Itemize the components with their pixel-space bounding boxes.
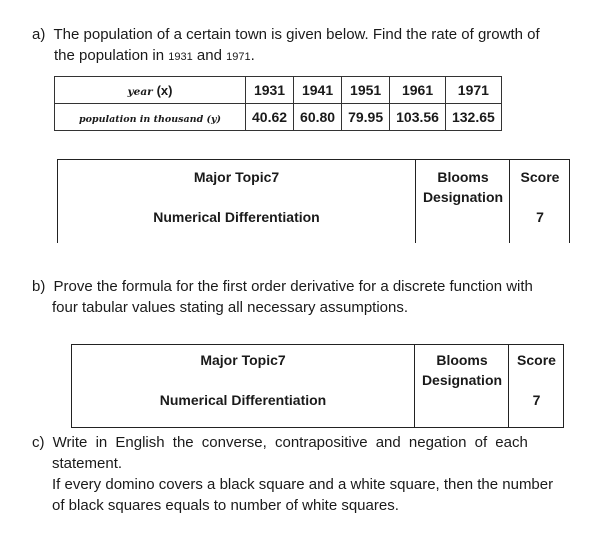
blooms-line1: Blooms [437,169,489,185]
topic-box-2 [71,344,564,428]
year-to: 1971 [226,51,251,63]
population-cell: 103.56 [390,104,446,131]
population-header-cell [55,104,246,131]
year-cell: 1941 [294,77,342,104]
table-row-population [55,104,502,131]
blooms-line2: Designation [421,372,503,388]
major-topic-label: Major Topic7 [193,169,280,185]
population-cell: 79.95 [342,104,390,131]
score-value: 7 [532,392,541,408]
question-c-line1: Write in English the converse, contrapositive and negation of each [52,434,528,451]
score-value: 7 [536,209,544,225]
question-a-line2 [54,45,255,68]
population-label: population in thousand (y) [78,114,222,125]
question-c-line4: of black squares equals to number of white squares. [52,497,399,514]
question-a-line1: The population of a certain town is given below. Find the rate of growth of [53,26,540,43]
question-c-label: c) [32,434,45,451]
question-a [32,24,572,45]
population-cell: 132.65 [445,104,501,131]
year-label: year [127,86,153,98]
divider [415,160,416,243]
blooms-line1: Blooms [436,352,488,368]
topic-name: Numerical Differentiation [153,209,320,225]
year-from: 1931 [168,51,193,63]
population-cell: 60.80 [294,104,342,131]
divider [508,345,509,427]
year-cell: 1951 [342,77,390,104]
blooms-header [416,350,508,390]
question-b [32,276,533,297]
question-b-line1: Prove the formula for the first order derivative for a discrete function with [53,278,533,295]
divider [414,345,415,427]
question-a-label: a) [32,26,46,43]
question-c-line2: statement. [52,455,123,472]
question-b-line2: four tabular values stating all necessary assumptions. [52,299,409,316]
population-cell: 40.62 [246,104,294,131]
topic-name: Numerical Differentiation [159,392,327,408]
year-cell: 1931 [246,77,294,104]
blooms-line2: Designation [422,189,504,205]
question-a-period: . [250,47,255,64]
score-header: Score [517,352,556,368]
year-header-cell [55,77,246,104]
question-c [32,432,528,453]
divider [509,160,510,243]
table-row-years [55,77,502,104]
major-topic-label: Major Topic7 [200,352,286,368]
question-c-line3: If every domino covers a black square and a white square, then the number [52,476,554,493]
score-header: Score [520,169,560,185]
year-cell: 1961 [390,77,446,104]
year-var: (x) [156,83,173,98]
population-table [54,76,502,131]
question-a-line2-start: the population in [54,47,165,64]
blooms-header [417,167,509,207]
question-a-line2-mid: and [196,47,222,64]
year-cell: 1971 [445,77,501,104]
topic-box-1 [57,159,570,243]
question-b-label: b) [32,278,46,295]
